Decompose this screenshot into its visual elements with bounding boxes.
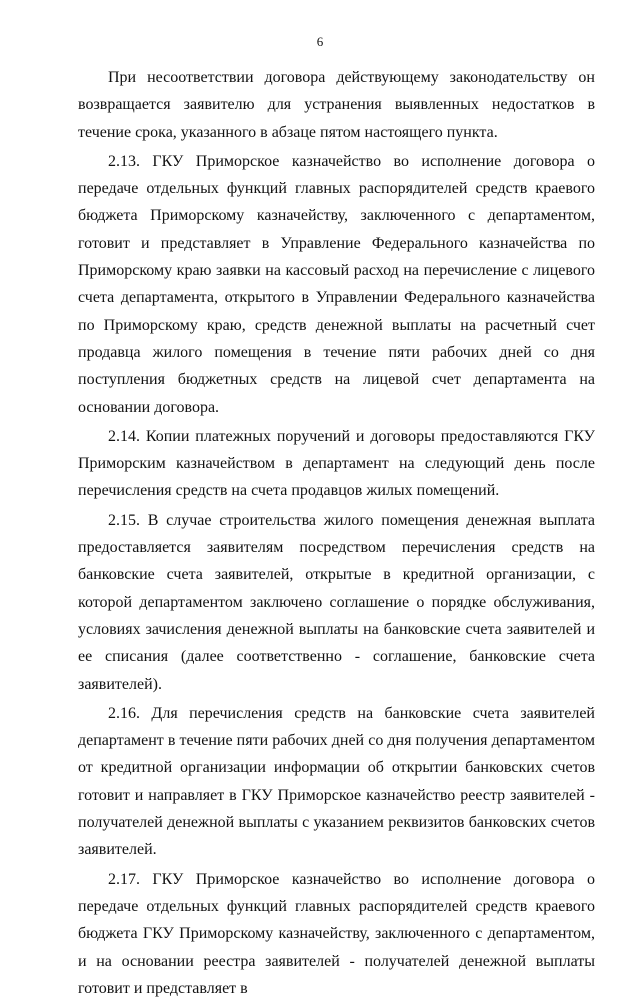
paragraph-2-14: 2.14. Копии платежных поручений и договоры предоставляются ГКУ Приморским казначейством в департамент на следующий день после перечисления средств на счета продавцов жилых помещений.: [78, 427, 595, 500]
paragraph-nonconformity: При несоответствии договора действующему законодательству он возвращается заявителю для устранения выявленных недостатков в течение срока, указанного в абзаце пятом настоящего пункта.: [78, 69, 595, 141]
paragraph-2-13: 2.13. ГКУ Приморское казначейство во исполнение договора о передаче отдельных функций главных распорядителей средств краевого бюджета Приморскому казначейству, заключенного с департаментом, готовит и представляет в Управление Федерального казначейства по Приморскому краю заявки на кассовый расход на перечисление с лицевого счета департамента, открытого в Управлении Федерального казначейства по Приморскому краю, средств денежной выплаты на расчетный счет продавца жилого помещения в течение пяти рабочих дней со дня поступления бюджетных средств на лицевой счет департамента на основании договора.: [78, 152, 595, 416]
paragraph-2-17: 2.17. ГКУ Приморское казначейство во исполнение договора о передаче отдельных функций главных распорядителей средств краевого бюджета ГКУ Приморскому казначейству, заключенного с департаментом, и на основании реестра заявителей - получателей денежной выплаты готовит и представляет в: [78, 870, 595, 997]
paragraph-2-16: 2.16. Для перечисления средств на банковские счета заявителей департамент в течение пяти рабочих дней со дня получения департаментом от кредитной организации информации об открытии банковских счетов готовит и направляет в ГКУ Приморское казначейство реестр заявителей - получателей денежной выплаты с указанием реквизитов банковских счетов заявителей.: [78, 704, 595, 859]
page-number: 6: [316, 34, 324, 49]
paragraph-2-15: 2.15. В случае строительства жилого помещения денежная выплата предоставляется заявителям посредством перечисления средств на банковские счета заявителей, открытые в кредитной организации, с которой департаментом заключено соглашение о порядке обслуживания, условиях зачисления денежной выплаты на банковские счета заявителей и ее списания (далее соответственно - соглашение, банковские счета заявителей).: [78, 511, 595, 693]
document-body: [78, 64, 595, 1004]
